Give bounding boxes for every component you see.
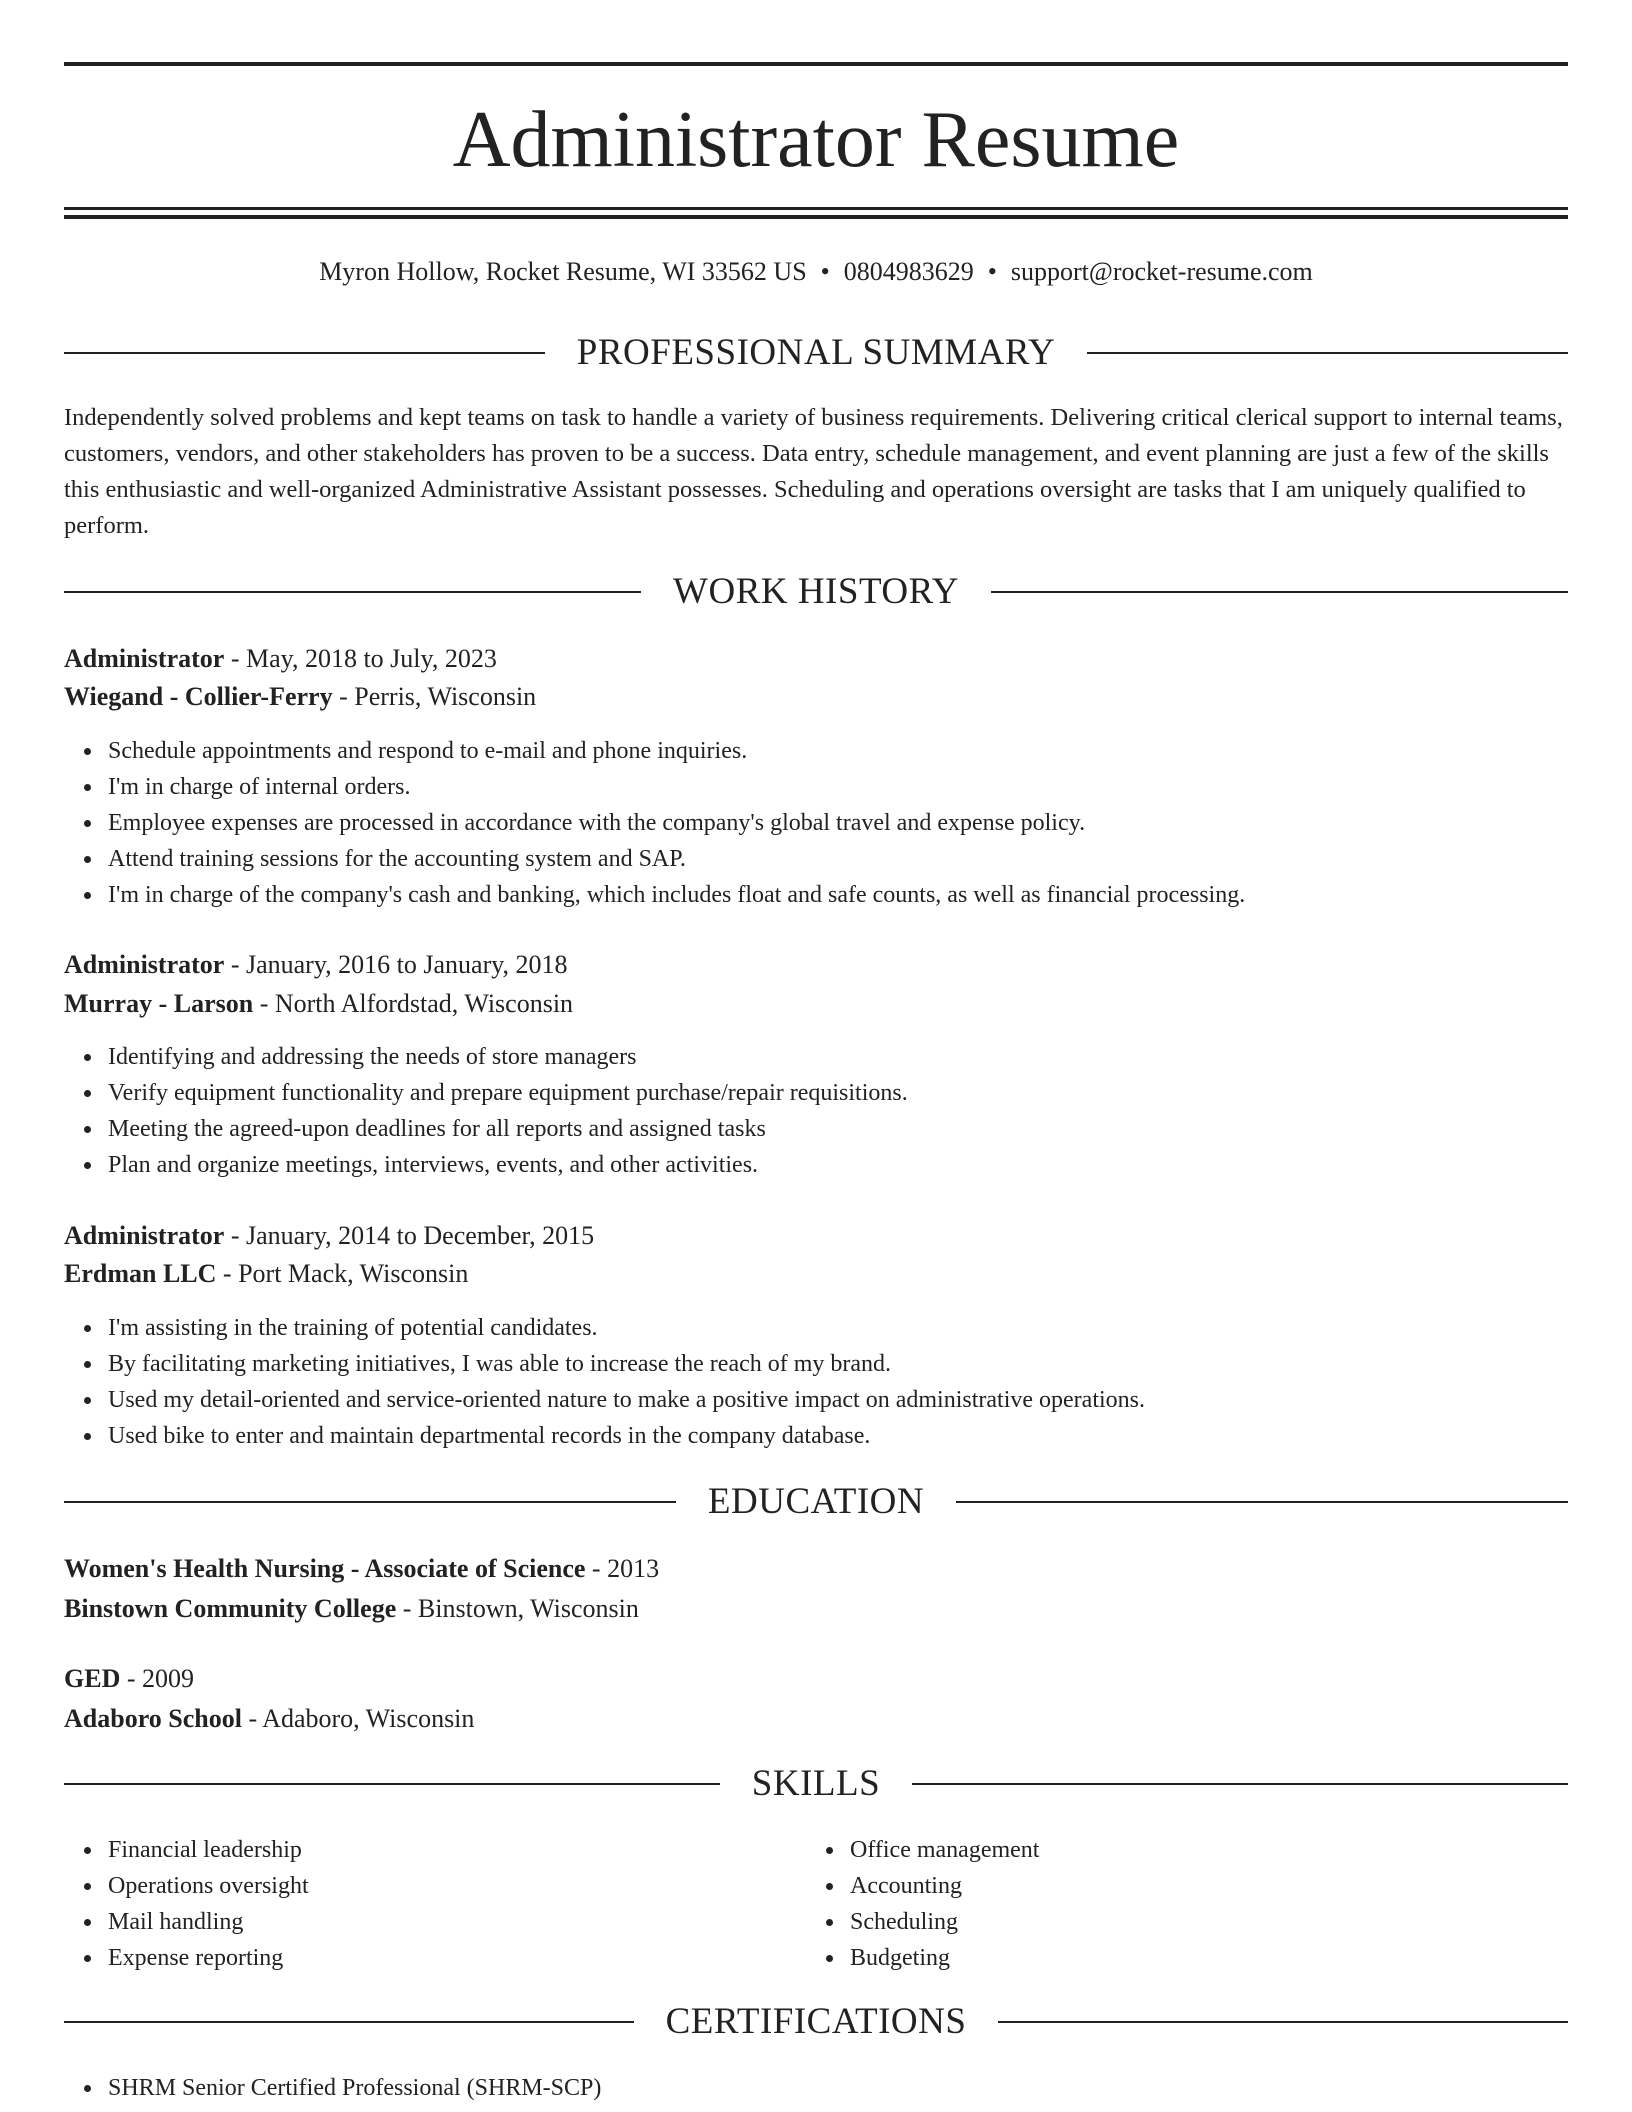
job-bullet: I'm assisting in the training of potential candidates. bbox=[108, 1310, 1145, 1346]
job-bullet: Employee expenses are processed in accordance with the company's global travel and expense policy. bbox=[108, 805, 1245, 841]
education-school-line bbox=[64, 1700, 1568, 1738]
heading-rule bbox=[991, 591, 1568, 593]
skills-list-right bbox=[806, 1832, 1039, 1976]
job-title-line bbox=[64, 946, 1568, 984]
skills-list-left bbox=[64, 1832, 309, 1976]
heading-rule bbox=[912, 1783, 1568, 1785]
job-company: Murray - Larson bbox=[64, 989, 254, 1018]
job-bullet: Plan and organize meetings, interviews, events, and other activities. bbox=[108, 1147, 908, 1183]
title-rule-lower bbox=[64, 215, 1568, 219]
job-bullet: Meeting the agreed-upon deadlines for all reports and assigned tasks bbox=[108, 1111, 908, 1147]
title-rule-upper bbox=[64, 207, 1568, 210]
job-company: Wiegand - Collier-Ferry bbox=[64, 682, 333, 711]
job-location: - North Alfordstad, Wisconsin bbox=[253, 989, 574, 1018]
skills-heading-label: SKILLS bbox=[751, 1763, 881, 1804]
job-bullet: Schedule appointments and respond to e-mail and phone inquiries. bbox=[108, 733, 1245, 769]
education-heading bbox=[64, 1479, 1568, 1525]
certifications-list bbox=[64, 2070, 601, 2106]
work-heading-label: WORK HISTORY bbox=[673, 571, 959, 612]
education-school: Binstown Community College bbox=[64, 1594, 397, 1623]
job-title-line bbox=[64, 1217, 1568, 1255]
resume-title: Administrator Resume bbox=[452, 96, 1180, 184]
summary-heading-label: PROFESSIONAL SUMMARY bbox=[576, 332, 1056, 373]
education-location: - Binstown, Wisconsin bbox=[396, 1594, 639, 1623]
job-bullets bbox=[64, 1039, 908, 1183]
job-bullet: Used bike to enter and maintain departmental records in the company database. bbox=[108, 1418, 1145, 1454]
education-school: Adaboro School bbox=[64, 1704, 242, 1733]
work-heading bbox=[64, 569, 1568, 615]
contact-phone: 0804983629 bbox=[843, 257, 974, 286]
job-bullet: Attend training sessions for the accounting system and SAP. bbox=[108, 841, 1245, 877]
job-location: - Perris, Wisconsin bbox=[332, 682, 537, 711]
job-company-line bbox=[64, 1255, 1568, 1293]
job-title: Administrator bbox=[64, 644, 225, 673]
job-title: Administrator bbox=[64, 1221, 225, 1250]
summary-text: Independently solved problems and kept teams on task to handle a variety of business requirements. Delivering critical clerical support to internal teams, customers, vendors, and other stakeholders has proven to be a success. Data entry, schedule management, and event planning are just a few of the skills this enthusiastic and well-organized Administrative Assistant possesses. Scheduling and operations oversight are tasks that I am uniquely qualified to perform. bbox=[64, 404, 1563, 539]
job-company: Erdman LLC bbox=[64, 1259, 217, 1288]
certification-item: SHRM Senior Certified Professional (SHRM-SCP) bbox=[108, 2070, 601, 2106]
education-degree-line bbox=[64, 1550, 1568, 1588]
summary-heading bbox=[64, 330, 1568, 376]
job-company-line bbox=[64, 678, 1568, 716]
top-rule bbox=[64, 62, 1568, 66]
job-bullet: I'm in charge of the company's cash and banking, which includes float and safe counts, as well as financial processing. bbox=[108, 877, 1245, 913]
job-bullet: By facilitating marketing initiatives, I was able to increase the reach of my brand. bbox=[108, 1346, 1145, 1382]
heading-rule bbox=[956, 1501, 1568, 1503]
job-dates: - January, 2016 to January, 2018 bbox=[224, 950, 568, 979]
contact-line bbox=[64, 254, 1568, 290]
education-degree: Women's Health Nursing - Associate of Science bbox=[64, 1554, 586, 1583]
job-bullets bbox=[64, 733, 1245, 913]
certifications-heading bbox=[64, 1999, 1568, 2045]
job-dates: - January, 2014 to December, 2015 bbox=[224, 1221, 595, 1250]
skill-item: Scheduling bbox=[850, 1904, 1039, 1940]
skill-item: Office management bbox=[850, 1832, 1039, 1868]
heading-rule bbox=[64, 352, 545, 354]
heading-rule bbox=[64, 1501, 676, 1503]
job-company-line bbox=[64, 985, 1568, 1023]
job-title-line bbox=[64, 640, 1568, 678]
education-degree-line bbox=[64, 1660, 1568, 1698]
job-dates: - May, 2018 to July, 2023 bbox=[224, 644, 497, 673]
education-heading-label: EDUCATION bbox=[707, 1481, 925, 1522]
contact-address: Myron Hollow, Rocket Resume, WI 33562 US bbox=[319, 257, 807, 286]
contact-email: support@rocket-resume.com bbox=[1010, 257, 1313, 286]
education-school-line bbox=[64, 1590, 1568, 1628]
job-bullet: Verify equipment functionality and prepare equipment purchase/repair requisitions. bbox=[108, 1075, 908, 1111]
skill-item: Operations oversight bbox=[108, 1868, 309, 1904]
skill-item: Budgeting bbox=[850, 1940, 1039, 1976]
education-location: - Adaboro, Wisconsin bbox=[241, 1704, 475, 1733]
education-degree: GED bbox=[64, 1664, 121, 1693]
job-title: Administrator bbox=[64, 950, 225, 979]
education-year: - 2013 bbox=[585, 1554, 660, 1583]
job-location: - Port Mack, Wisconsin bbox=[216, 1259, 469, 1288]
heading-rule bbox=[64, 1783, 720, 1785]
heading-rule bbox=[64, 2021, 634, 2023]
heading-rule bbox=[998, 2021, 1568, 2023]
heading-rule bbox=[64, 591, 641, 593]
skill-item: Financial leadership bbox=[108, 1832, 309, 1868]
job-bullet: I'm in charge of internal orders. bbox=[108, 769, 1245, 805]
job-bullets bbox=[64, 1310, 1145, 1454]
skill-item: Accounting bbox=[850, 1868, 1039, 1904]
contact-separator: • bbox=[987, 257, 997, 286]
skill-item: Expense reporting bbox=[108, 1940, 309, 1976]
heading-rule bbox=[1087, 352, 1568, 354]
skill-item: Mail handling bbox=[108, 1904, 309, 1940]
certifications-heading-label: CERTIFICATIONS bbox=[665, 2001, 967, 2042]
job-bullet: Identifying and addressing the needs of store managers bbox=[108, 1039, 908, 1075]
skills-heading bbox=[64, 1761, 1568, 1807]
education-year: - 2009 bbox=[120, 1664, 195, 1693]
job-bullet: Used my detail-oriented and service-oriented nature to make a positive impact on administrative operations. bbox=[108, 1382, 1145, 1418]
contact-separator: • bbox=[820, 257, 830, 286]
